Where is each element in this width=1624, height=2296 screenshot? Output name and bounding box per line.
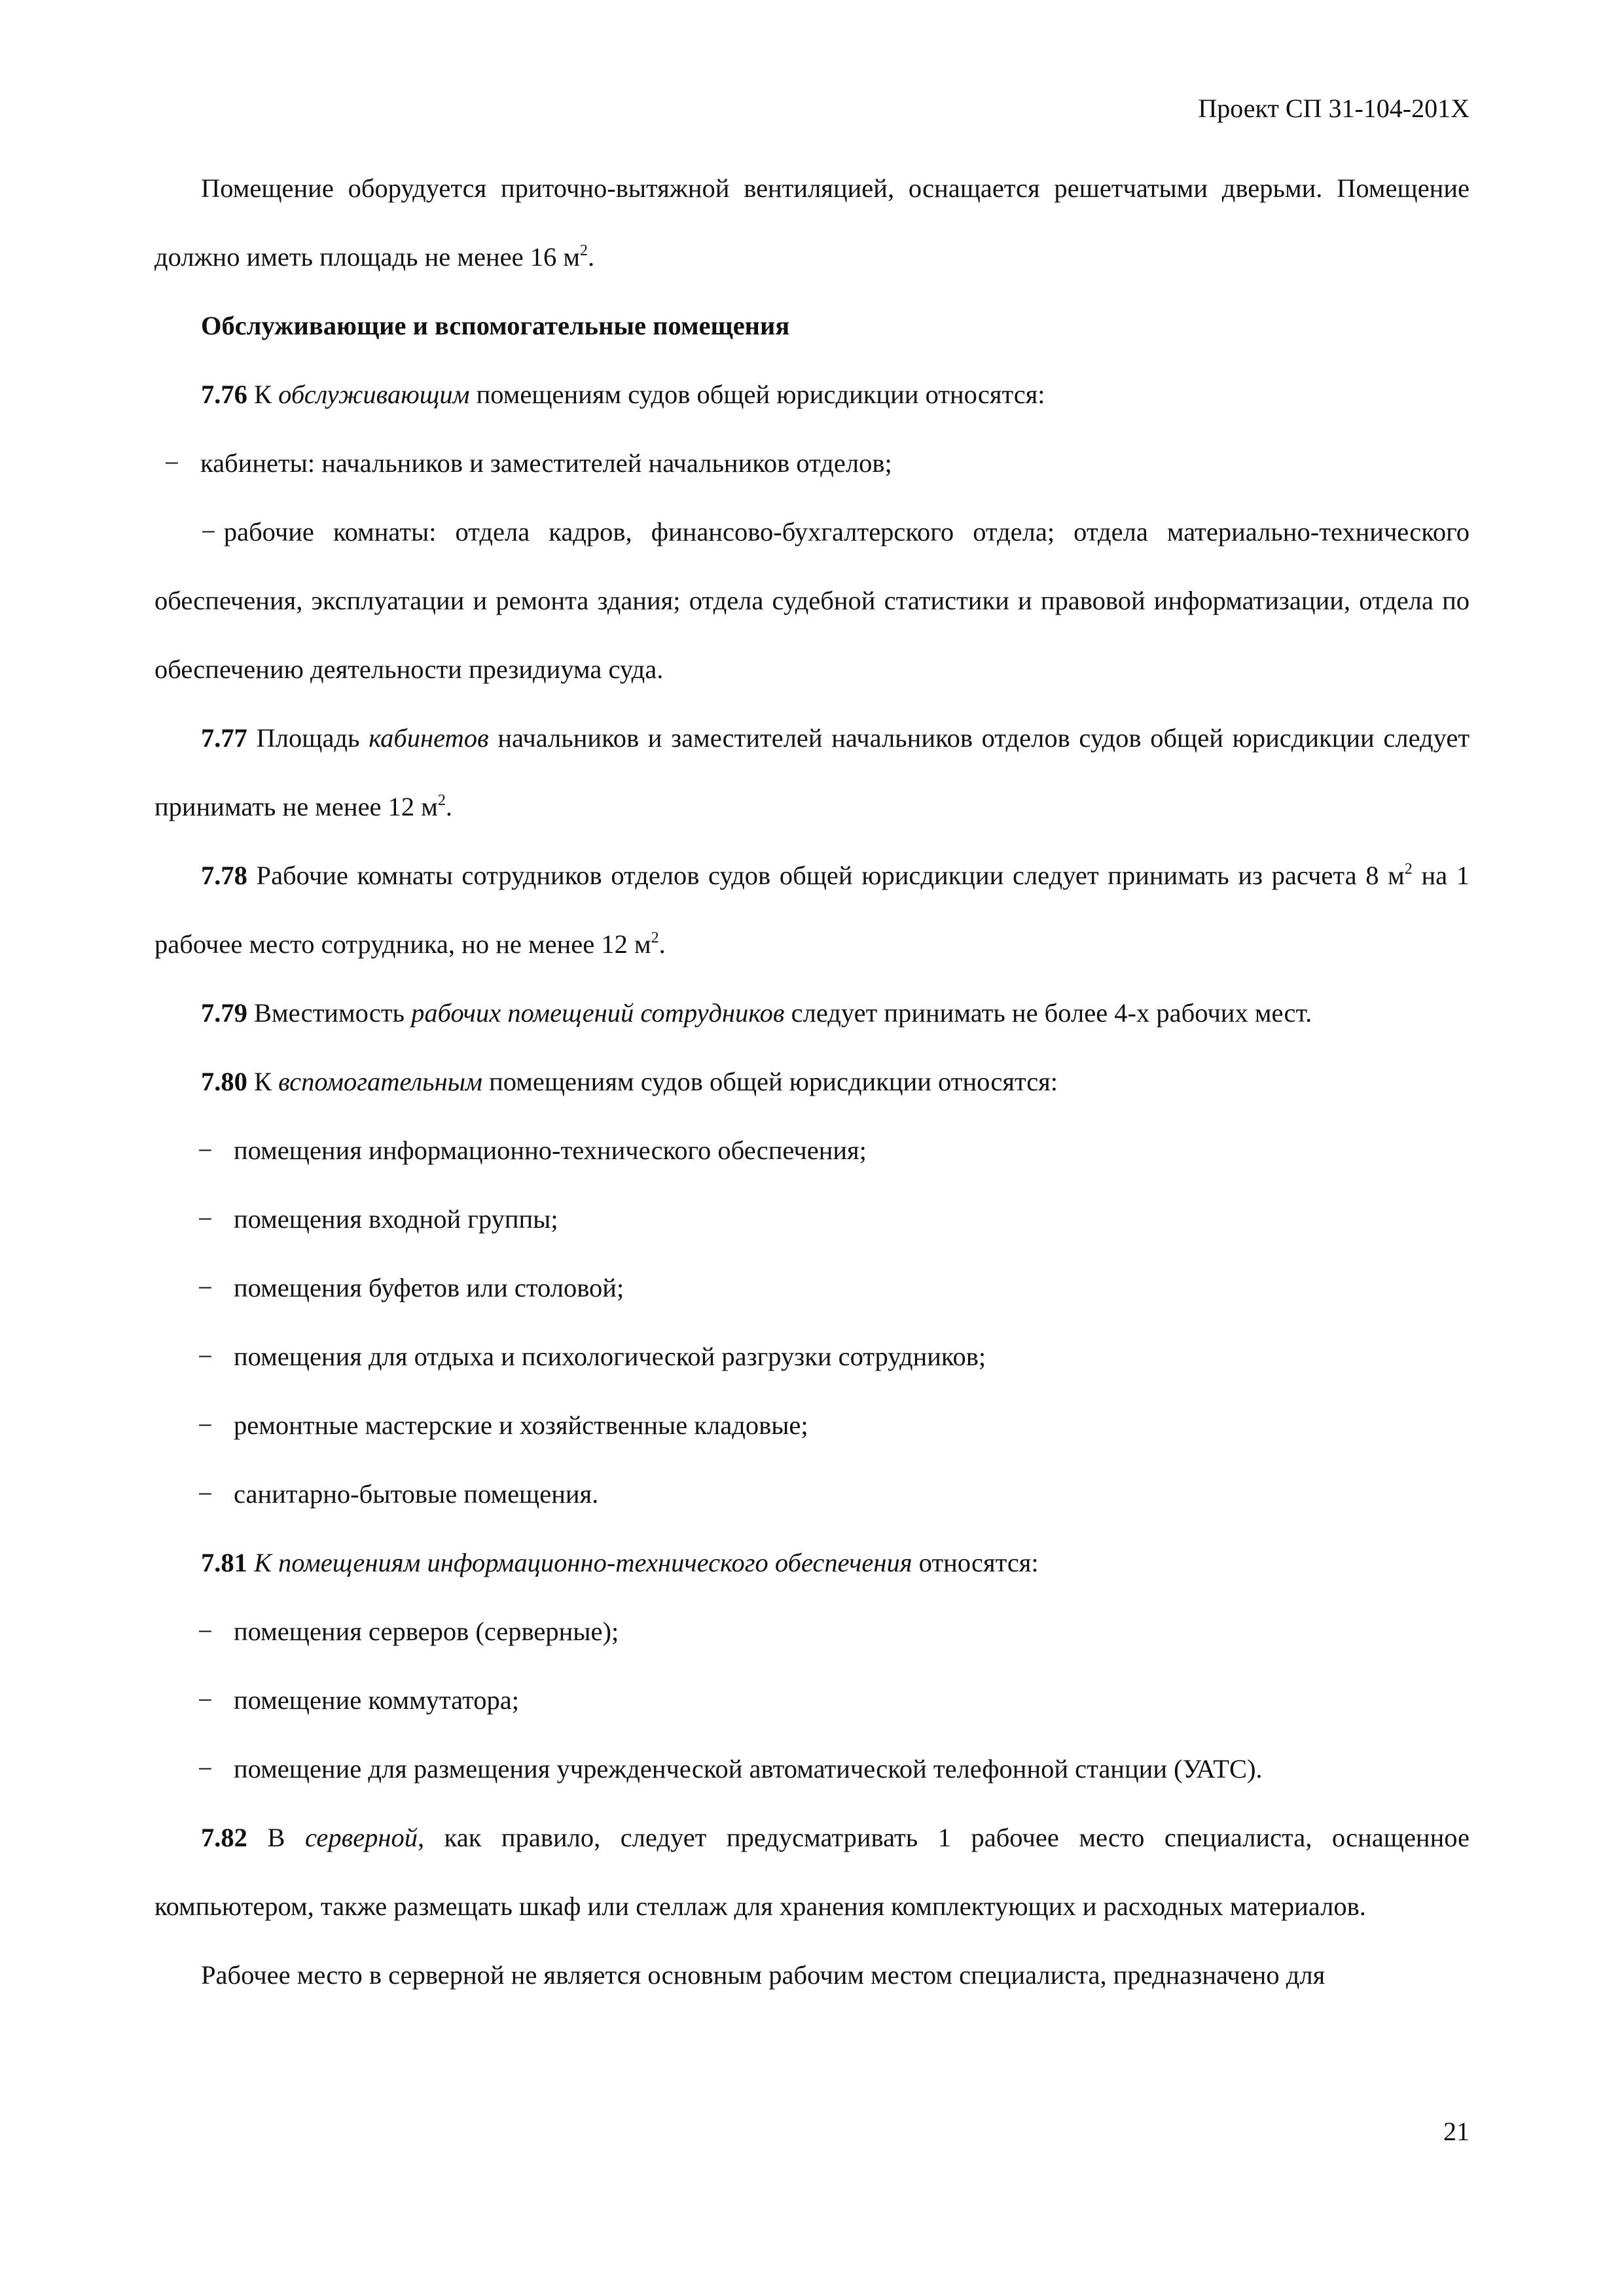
clause-7-77: 7.77 Площадь кабинетов начальников и заместителей начальников отделов судов общей юрисдикции следует принимать не менее 12 $м^2$. [154,723,1470,821]
list-item: − помещение коммутатора; [154,1666,1470,1734]
page-content [154,154,1470,2009]
clause-7-80: 7.80 К вспомогательным помещениям судов общей юрисдикции относятся: [201,1067,1058,1096]
page-number: 21 [1443,2117,1470,2146]
list-item: − помещения входной группы; [154,1185,1470,1253]
clause-7-81: 7.81 К помещениям информационно-технического обеспечения относятся: [201,1548,1039,1577]
clause-number: 7.76 [201,380,247,409]
dash-marker: − [164,448,179,478]
dash-marker: − [198,1273,213,1302]
clause-7-82: 7.82 В серверной, как правило, следует предусматривать 1 рабочее место специалиста, оснащенное компьютером, также размещать шкаф или стеллаж для хранения комплектующих и расходных материалов. [154,1823,1470,1921]
clause-number: 7.78 [201,861,247,890]
list-item: − помещения для отдыха и психологической разгрузки сотрудников; [154,1322,1470,1391]
dash-marker: − [198,1410,213,1440]
clause-number: 7.80 [201,1067,247,1096]
dash-marker: − [198,1617,213,1646]
document-header: Проект СП 31-104-201Х [1198,94,1470,123]
list-item: − помещения буфетов или столовой; [154,1253,1470,1322]
paragraph-server-workplace: Рабочее место в серверной не является основным рабочим местом специалиста, предназначено для [201,1960,1326,1990]
clause-number: 7.77 [201,723,247,753]
clause-number: 7.79 [201,998,247,1028]
list-item: − санитарно-бытовые помещения. [154,1460,1470,1528]
list-item: − рабочие комнаты: отдела кадров, финансово-бухгалтерского отдела; отдела материально-технического обеспечения, эксплуатации и ремонта здания; отдела судебной статистики и правовой информатизации, отдела по обеспечению деятельности президиума суда. [154,517,1470,684]
list-item: − кабинеты: начальников и заместителей начальников отделов; [154,429,1470,497]
clause-7-79: 7.79 Вместимость рабочих помещений сотрудников следует принимать не более 4-х рабочих мест. [201,998,1312,1028]
dash-marker: − [201,517,216,547]
clause-number: 7.81 [201,1548,247,1577]
dash-marker: − [198,1754,213,1784]
list-item: − ремонтные мастерские и хозяйственные кладовые; [154,1391,1470,1460]
list-item: − помещения серверов (серверные); [154,1597,1470,1666]
clause-7-76: 7.76 К обслуживающим помещениям судов общей юрисдикции относятся: [201,380,1045,409]
dash-marker: − [198,1479,213,1509]
dash-marker: − [198,1685,213,1715]
clause-7-78: 7.78 Рабочие комнаты сотрудников отделов судов общей юрисдикции следует принимать из расчета 8 $м^2$ на 1 рабочее место сотрудника, но не менее 12 $м^2$. [154,861,1470,959]
clause-number: 7.82 [201,1823,247,1852]
dash-marker: − [198,1204,213,1234]
section-heading: Обслуживающие и вспомогательные помещения [201,311,790,340]
dash-marker: − [198,1342,213,1371]
dash-marker: − [198,1136,213,1165]
list-item: − помещение для размещения учрежденческой автоматической телефонной станции (УАТС). [154,1734,1470,1803]
paragraph-ventilation: Помещение оборудуется приточно-вытяжной вентиляцией, оснащается решетчатыми дверьми. Помещение должно иметь площадь не менее 16 $м^2$. [154,173,1470,272]
list-item: − помещения информационно-технического обеспечения; [154,1116,1470,1185]
